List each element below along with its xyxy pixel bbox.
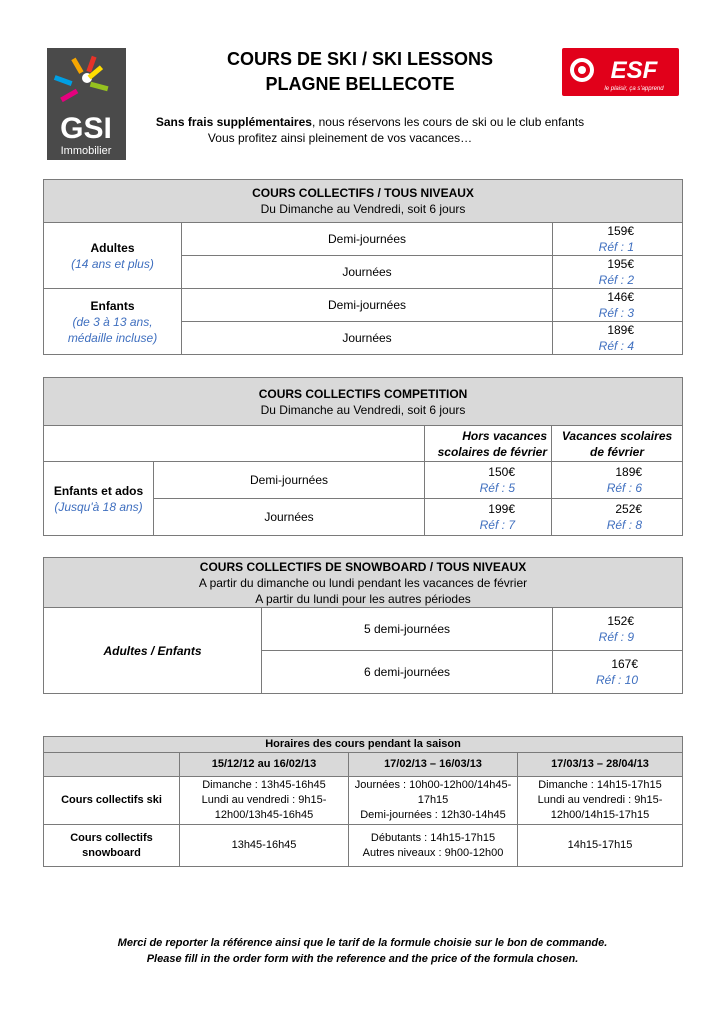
schedule-line: Autres niveaux : 9h00-12h00 bbox=[362, 846, 504, 859]
col-vacances-scolaires bbox=[552, 426, 683, 462]
price-cell bbox=[553, 223, 683, 256]
schedule-line: Journées : 10h00-12h00/14h45- bbox=[354, 779, 512, 791]
ref: Réf : 6 bbox=[606, 481, 643, 495]
footer-line-1: Merci de reporter la référence ainsi que le tarif de la formule choisie sur le bon de commande. bbox=[117, 937, 608, 949]
schedule-line: Dimanche : 13h45-16h45 bbox=[202, 779, 326, 791]
schedule-line: Débutants : 14h15-17h15 bbox=[370, 831, 496, 844]
esf-logo-tagline: le plaisir, ça s'apprend bbox=[604, 86, 664, 92]
group-note-2: médaille incluse) bbox=[67, 330, 158, 345]
gsi-logo-graphic bbox=[47, 48, 126, 160]
table-horaires bbox=[43, 736, 683, 867]
footer-note bbox=[60, 935, 665, 967]
table4-header bbox=[44, 737, 683, 753]
schedule-line: Lundi au vendredi : 9h15- bbox=[201, 794, 327, 806]
schedule-line: Dimanche : 14h15-17h15 bbox=[538, 779, 662, 791]
row-label: Cours collectifs ski bbox=[61, 794, 162, 806]
price: 199€ bbox=[488, 502, 515, 516]
table3-subtitle-2: A partir du lundi pour les autres périodes bbox=[255, 591, 471, 606]
group-name: Adultes / Enfants bbox=[103, 643, 202, 658]
title-line-1: COURS DE SKI / SKI LESSONS bbox=[226, 49, 494, 69]
price: 189€ bbox=[615, 465, 643, 479]
group-note-1: (de 3 à 13 ans, bbox=[72, 314, 153, 329]
row-label: Demi-journées bbox=[182, 289, 553, 322]
table-row bbox=[44, 753, 683, 777]
price-cell bbox=[553, 322, 683, 355]
footer-line-2: Please fill in the order form with the reference and the price of the formula chosen. bbox=[146, 953, 579, 965]
table1-header bbox=[44, 180, 683, 223]
intro-text bbox=[120, 114, 620, 146]
table-row bbox=[44, 462, 683, 499]
ref: Réf : 1 bbox=[598, 240, 635, 254]
price-cell bbox=[553, 256, 683, 289]
group-name: Enfants et ados bbox=[53, 483, 144, 498]
gsi-logo bbox=[47, 48, 126, 160]
row-label-line2: snowboard bbox=[82, 846, 141, 859]
gsi-logo-text: GSI bbox=[60, 112, 112, 145]
price-cell bbox=[552, 499, 683, 536]
row-label-line1: Cours collectifs bbox=[70, 831, 153, 844]
period-2 bbox=[349, 753, 518, 777]
group-note: (14 ans et plus) bbox=[71, 256, 154, 271]
blank-cell bbox=[44, 426, 425, 462]
row-label: 6 demi-journées bbox=[262, 651, 553, 694]
table-snowboard bbox=[43, 557, 683, 694]
group-name: Enfants bbox=[90, 298, 135, 313]
row-label: Journées bbox=[154, 499, 425, 536]
group-name: Adultes bbox=[90, 240, 135, 255]
group-enfants bbox=[44, 289, 182, 355]
page-title bbox=[130, 47, 590, 97]
schedule-line: Lundi au vendredi : 9h15- bbox=[537, 794, 663, 806]
ref: Réf : 3 bbox=[598, 306, 635, 320]
ref: Réf : 8 bbox=[606, 518, 643, 532]
table2-header bbox=[44, 378, 683, 426]
title-line-2: PLAGNE BELLECOTE bbox=[265, 74, 455, 94]
table-row bbox=[44, 223, 683, 256]
price-cell bbox=[552, 462, 683, 499]
col-label-line1: Vacances scolaires bbox=[561, 428, 673, 443]
row-snowboard-label bbox=[44, 825, 180, 867]
snow-period-1: 13h45-16h45 bbox=[180, 825, 349, 867]
price: 167€ bbox=[611, 657, 639, 671]
group-enfants-ados bbox=[44, 462, 154, 536]
group-note: (Jusqu'à 18 ans) bbox=[54, 499, 143, 514]
row-ski-label bbox=[44, 777, 180, 825]
price-cell bbox=[425, 462, 552, 499]
col-label-line2: scolaires de février bbox=[437, 444, 547, 459]
intro-bold: Sans frais supplémentaires bbox=[155, 115, 312, 129]
row-label: Journées bbox=[182, 322, 553, 355]
intro-rest: , nous réservons les cours de ski ou le club enfants bbox=[311, 115, 585, 129]
blank-cell bbox=[44, 753, 180, 777]
price-cell bbox=[425, 499, 552, 536]
period-3 bbox=[518, 753, 683, 777]
price: 195€ bbox=[607, 257, 635, 271]
table-cours-collectifs bbox=[43, 179, 683, 355]
row-label: Journées bbox=[182, 256, 553, 289]
price-cell bbox=[553, 608, 683, 651]
price: 159€ bbox=[607, 224, 635, 238]
table2-title: COURS COLLECTIFS COMPETITION bbox=[258, 386, 468, 401]
schedule-line: 12h00/14h15-17h15 bbox=[550, 809, 650, 821]
col-hors-vacances bbox=[425, 426, 552, 462]
table3-subtitle-1: A partir du dimanche ou lundi pendant les vacances de février bbox=[198, 575, 528, 590]
snow-period-2 bbox=[349, 825, 518, 867]
period-1 bbox=[180, 753, 349, 777]
price-cell bbox=[553, 651, 683, 694]
period-label: 15/12/12 au 16/02/13 bbox=[211, 758, 317, 770]
schedule-line: 17h15 bbox=[417, 794, 449, 806]
ski-period-3 bbox=[518, 777, 683, 825]
snow-period-3: 14h15-17h15 bbox=[518, 825, 683, 867]
row-label: 5 demi-journées bbox=[262, 608, 553, 651]
price: 146€ bbox=[607, 290, 635, 304]
ski-period-1 bbox=[180, 777, 349, 825]
price: 152€ bbox=[607, 614, 635, 628]
table-row bbox=[44, 777, 683, 825]
col-label-line2: de février bbox=[590, 444, 645, 459]
table3-header bbox=[44, 558, 683, 608]
price: 189€ bbox=[607, 323, 635, 337]
ref: Réf : 4 bbox=[598, 339, 635, 353]
group-adultes bbox=[44, 223, 182, 289]
schedule-line: Demi-journées : 12h30-14h45 bbox=[360, 809, 506, 821]
schedule-line: 12h00/13h45-16h45 bbox=[214, 809, 314, 821]
group-adultes-enfants bbox=[44, 608, 262, 694]
table1-subtitle: Du Dimanche au Vendredi, soit 6 jours bbox=[260, 202, 466, 216]
period-label: 17/03/13 – 28/04/13 bbox=[551, 758, 649, 770]
table3-title: COURS COLLECTIFS DE SNOWBOARD / TOUS NIVEAUX bbox=[199, 559, 527, 574]
ref: Réf : 10 bbox=[596, 673, 639, 687]
ref: Réf : 9 bbox=[598, 630, 635, 644]
table2-subtitle: Du Dimanche au Vendredi, soit 6 jours bbox=[260, 402, 466, 417]
period-label: 17/02/13 – 16/03/13 bbox=[384, 758, 482, 770]
gsi-logo-subtext: Immobilier bbox=[60, 145, 112, 157]
esf-logo-text: ESF bbox=[610, 57, 658, 84]
intro-line-2: Vous profitez ainsi pleinement de vos vacances… bbox=[207, 131, 473, 145]
ref: Réf : 7 bbox=[479, 518, 515, 532]
ski-period-2 bbox=[349, 777, 518, 825]
table4-title: Horaires des cours pendant la saison bbox=[265, 738, 461, 750]
ref: Réf : 2 bbox=[598, 273, 635, 287]
price-cell bbox=[553, 289, 683, 322]
table1-title: COURS COLLECTIFS / TOUS NIVEAUX bbox=[252, 186, 474, 200]
table-row bbox=[44, 426, 683, 462]
table-row bbox=[44, 289, 683, 322]
row-label: Demi-journées bbox=[154, 462, 425, 499]
price: 252€ bbox=[615, 502, 643, 516]
table-row bbox=[44, 608, 683, 651]
table-competition bbox=[43, 377, 683, 536]
table-row bbox=[44, 825, 683, 867]
price: 150€ bbox=[488, 465, 515, 479]
ref: Réf : 5 bbox=[479, 481, 515, 495]
col-label-line1: Hors vacances bbox=[462, 428, 547, 443]
row-label: Demi-journées bbox=[182, 223, 553, 256]
